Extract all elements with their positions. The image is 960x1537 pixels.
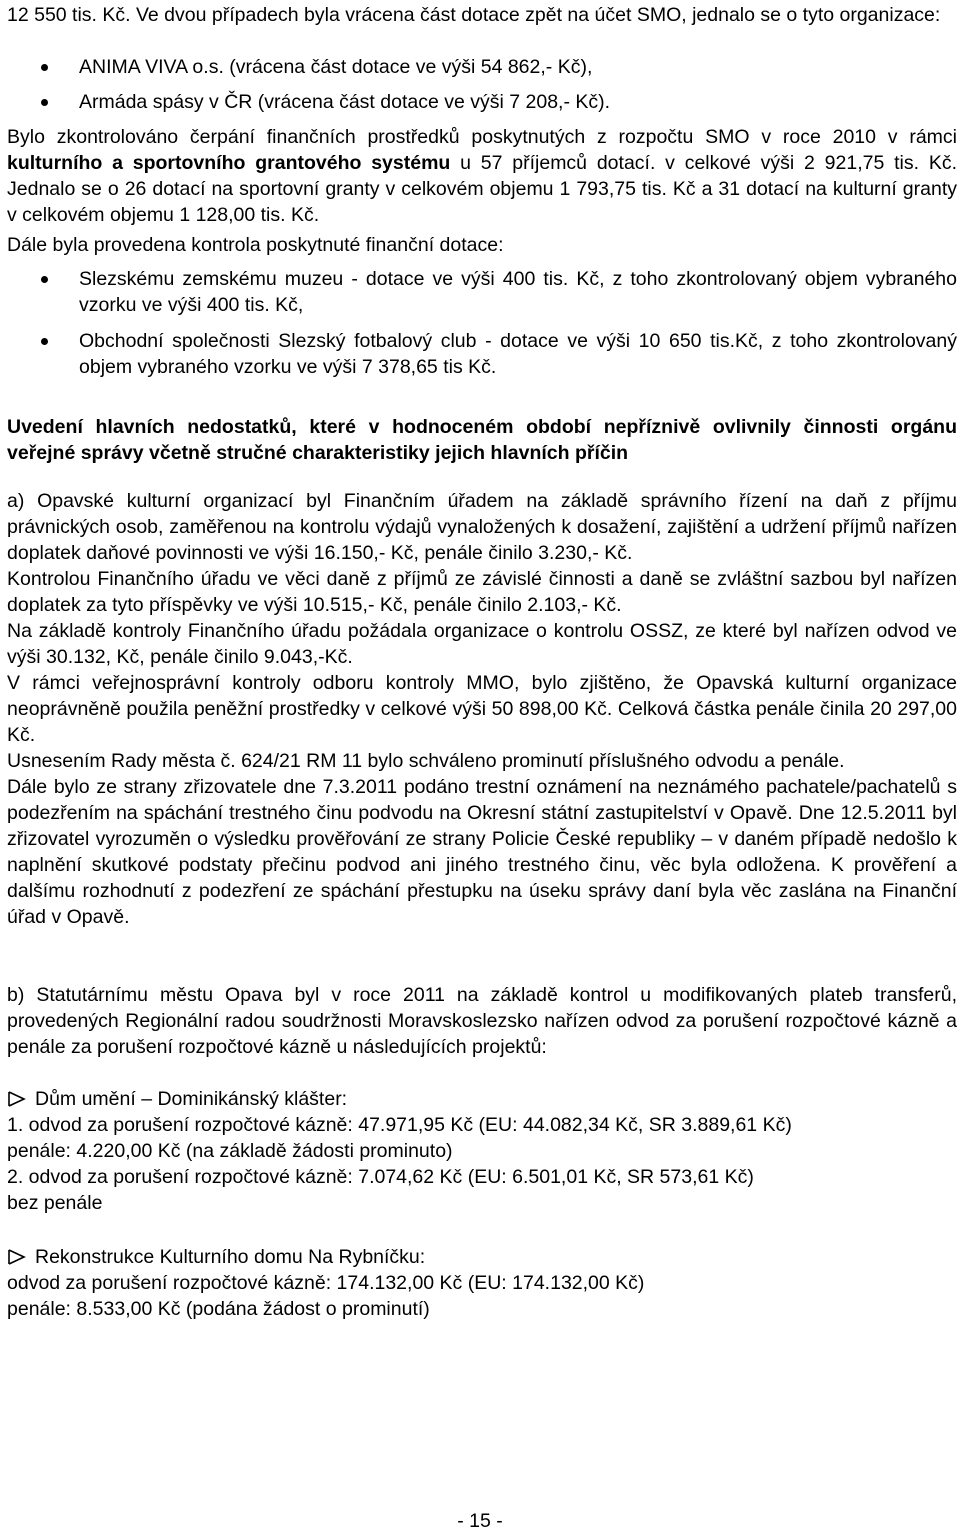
paragraph-grants <box>7 124 957 228</box>
paragraph-a-2: Kontrolou Finančního úřadu ve věci daně z příjmů ze závislé činnosti a daně se zvláštní sazbou byl nařízen doplatek za tyto příspěvky ve výši 10.515,- Kč, penále činilo 2.103,- Kč. <box>7 568 957 616</box>
list-item <box>7 89 957 115</box>
paragraph-a-4: V rámci veřejnosprávní kontroly odboru kontroly MMO, bylo zjištěno, že Opavská kulturní organizace neoprávněně použila peněžní prostředky v celkové výši 50 898,00 Kč. Celková částka penále činila 20 297,00 Kč. <box>7 672 957 746</box>
section-heading: Uvedení hlavních nedostatků, které v hodnoceném období nepříznivě ovlivnily činnosti orgánu veřejné správy včetně stručné charakteristiky jejich hlavních příčin <box>7 416 957 464</box>
arrow-bullet-icon <box>7 1089 27 1109</box>
list-item <box>7 266 957 318</box>
paragraph-text: u 57 příjemců dotací. v celkové výši 2 921,75 tis. Kč. Jednalo se o 26 dotací na sportovní granty v celkovém objemu 1 793,75 tis. Kč a 31 dotací na kulturní granty v celkovém objemu 1 128,00 tis. Kč. <box>7 152 957 226</box>
paragraph-text: Bylo zkontrolováno čerpání finančních prostředků poskytnutých z rozpočtu SMO v roce 2010 v rámci <box>7 126 957 148</box>
project-line: 1. odvod za porušení rozpočtové kázně: 47.971,95 Kč (EU: 44.082,34 Kč, SR 3.889,61 Kč) <box>7 1114 792 1136</box>
paragraph-a-5: Usnesením Rady města č. 624/21 RM 11 bylo schváleno prominutí příslušného odvodu a penále. <box>7 750 845 772</box>
paragraph-intro: 12 550 tis. Kč. Ve dvou případech byla vrácena část dotace zpět na účet SMO, jednalo se o tyto organizace: <box>7 4 941 26</box>
paragraph-other-control: Dále byla provedena kontrola poskytnuté finanční dotace: <box>7 234 504 256</box>
project-title <box>7 1244 957 1270</box>
bullet-icon <box>41 276 48 283</box>
project-line: penále: 8.533,00 Kč (podána žádost o prominutí) <box>7 1298 430 1320</box>
paragraph-b: b) Statutárnímu městu Opava byl v roce 2011 na základě kontrol u modifikovaných plateb transferů, provedených Regionální radou soudržnosti Moravskoslezsko nařízen odvod za porušení rozpočtové kázně a penále za porušení rozpočtové kázně u následujících projektů: <box>7 984 957 1058</box>
spacer <box>7 1060 957 1086</box>
bullet-list-returns <box>7 54 957 115</box>
arrow-bullet-icon <box>7 1247 27 1267</box>
paragraph-a-1: a) Opavské kulturní organizací byl Finančním úřadem na základě správního řízení na daň z příjmu právnických osob, zaměřenou na kontrolu výdajů vynaložených k dosažení, zajištění a udržení příjmů nařízen doplatek daňové povinnosti ve výši 16.150,- Kč, penále činilo 3.230,- Kč. <box>7 490 957 564</box>
project-list-1 <box>7 1086 957 1112</box>
list-item-text: Slezskému zemskému muzeu - dotace ve výši 400 tis. Kč, z toho zkontrolovaný objem vybraného vzorku ve výši 400 tis. Kč, <box>79 268 957 316</box>
spacer <box>7 466 957 488</box>
paragraph-bold-text: kulturního a sportovního grantového systému <box>7 152 451 174</box>
bullet-icon <box>41 338 48 345</box>
spacer <box>7 28 957 54</box>
spacer <box>7 930 957 982</box>
bullet-list-controls <box>7 266 957 380</box>
spacer <box>7 380 957 414</box>
paragraph-a-3: Na základě kontroly Finančního úřadu požádala organizace o kontrolu OSSZ, ze které byl nařízen odvod ve výši 30.132, Kč, penále činilo 9.043,-Kč. <box>7 620 957 668</box>
project-line: 2. odvod za porušení rozpočtové kázně: 7.074,62 Kč (EU: 6.501,01 Kč, SR 573,61 Kč) <box>7 1166 754 1188</box>
list-item <box>7 328 957 380</box>
document-body <box>7 2 957 1322</box>
project-line: penále: 4.220,00 Kč (na základě žádosti prominuto) <box>7 1140 453 1162</box>
bullet-icon <box>41 99 48 106</box>
project-line: bez penále <box>7 1192 103 1214</box>
bullet-icon <box>41 64 48 71</box>
project-title-text: Dům umění – Dominikánský klášter: <box>35 1088 348 1110</box>
list-item-text: Obchodní společnosti Slezský fotbalový club - dotace ve výši 10 650 tis.Kč, z toho zkontrolovaný objem vybraného vzorku ve výši 7 378,65 tis Kč. <box>79 330 957 378</box>
project-line: odvod za porušení rozpočtové kázně: 174.132,00 Kč (EU: 174.132,00 Kč) <box>7 1272 645 1294</box>
spacer <box>7 1216 957 1244</box>
list-item <box>7 54 957 80</box>
project-title <box>7 1086 957 1112</box>
paragraph-a-6: Dále bylo ze strany zřizovatele dne 7.3.2011 podáno trestní oznámení na neznámého pachatele/pachatelů s podezřením na spáchání trestného činu podvodu na Okresní státní zastupitelství v Opavě. Dne 12.5.2011 byl zřizovatel vyrozuměn o výsledku prověřování ze strany Policie České republiky – v daném případě nedošlo k naplnění skutkové podstaty přečinu podvod ani jiného trestného činu, věc byla odložena. K prověření a dalšímu rozhodnutí z podezření ze spáchání přestupku na úseku správy daní byla věc zaslána na Finanční úřad v Opavě. <box>7 776 957 928</box>
page-number: - 15 - <box>457 1510 503 1532</box>
list-item-text: ANIMA VIVA o.s. (vrácena část dotace ve výši 54 862,- Kč), <box>79 56 593 78</box>
list-item-text: Armáda spásy v ČR (vrácena část dotace ve výši 7 208,- Kč). <box>79 91 611 113</box>
project-list-2 <box>7 1244 957 1270</box>
project-title-text: Rekonstrukce Kulturního domu Na Rybníčku: <box>35 1246 426 1268</box>
